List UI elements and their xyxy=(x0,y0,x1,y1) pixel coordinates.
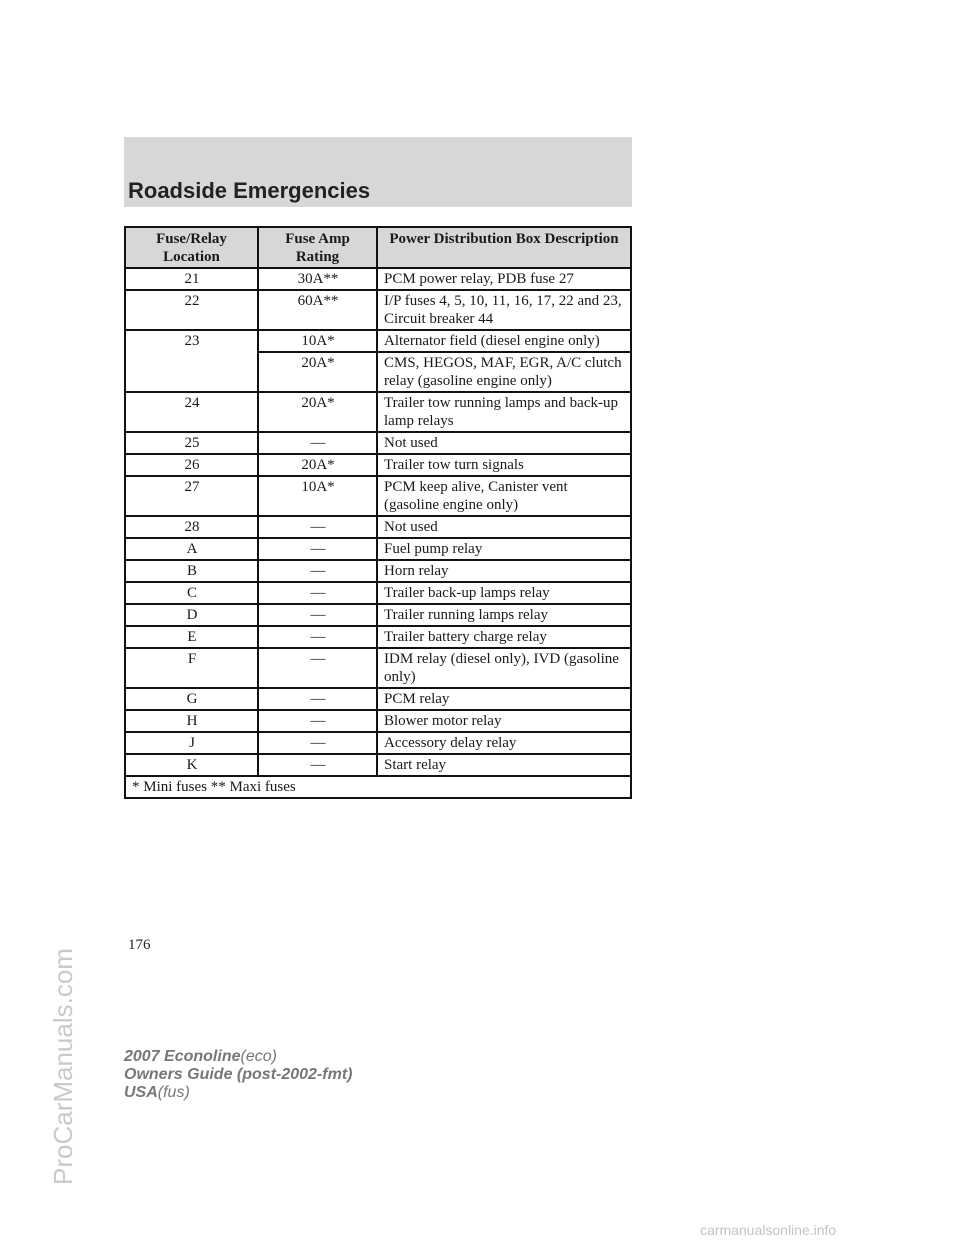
cell-amp: — xyxy=(258,626,377,648)
section-title: Roadside Emergencies xyxy=(128,178,371,203)
table-row xyxy=(125,604,631,626)
cell-location: 22 xyxy=(125,290,258,330)
bottom-watermark: carmanualsonline.info xyxy=(700,1222,837,1238)
cell-location: K xyxy=(125,754,258,776)
cell-amp: 20A* xyxy=(258,392,377,432)
cell-location: J xyxy=(125,732,258,754)
table-row xyxy=(125,648,631,688)
cell-location: 25 xyxy=(125,432,258,454)
cell-description: IDM relay (diesel only), IVD (gasoline only) xyxy=(377,648,631,688)
footer-line-2 xyxy=(124,1066,352,1084)
cell-location: 27 xyxy=(125,476,258,516)
cell-amp: — xyxy=(258,648,377,688)
cell-location: A xyxy=(125,538,258,560)
cell-location: H xyxy=(125,710,258,732)
cell-amp: 10A* xyxy=(258,330,377,352)
cell-description: Trailer tow turn signals xyxy=(377,454,631,476)
table-footnote: * Mini fuses ** Maxi fuses xyxy=(125,776,631,798)
cell-amp: — xyxy=(258,560,377,582)
footer-guide: Owners Guide (post-2002-fmt) xyxy=(124,1066,353,1083)
table-row xyxy=(125,476,631,516)
footer-model-code: (eco) xyxy=(240,1048,277,1065)
cell-description: Not used xyxy=(377,432,631,454)
cell-amp: — xyxy=(258,516,377,538)
cell-location: 21 xyxy=(125,268,258,290)
table-header-row xyxy=(125,227,631,268)
cell-description: Start relay xyxy=(377,754,631,776)
table-row xyxy=(125,710,631,732)
cell-amp: — xyxy=(258,432,377,454)
cell-amp: — xyxy=(258,604,377,626)
cell-location: 28 xyxy=(125,516,258,538)
cell-description: I/P fuses 4, 5, 10, 11, 16, 17, 22 and 23, Circuit breaker 44 xyxy=(377,290,631,330)
footer-model: 2007 Econoline xyxy=(124,1048,241,1065)
cell-description: Trailer tow running lamps and back-up lamp relays xyxy=(377,392,631,432)
cell-description: PCM keep alive, Canister vent (gasoline engine only) xyxy=(377,476,631,516)
table-row xyxy=(125,392,631,432)
cell-location: F xyxy=(125,648,258,688)
table-row xyxy=(125,732,631,754)
cell-description: PCM relay xyxy=(377,688,631,710)
table-row xyxy=(125,560,631,582)
cell-description: Not used xyxy=(377,516,631,538)
table-row xyxy=(125,582,631,604)
cell-amp: — xyxy=(258,710,377,732)
fuse-relay-table xyxy=(124,226,632,799)
page-number: 176 xyxy=(128,937,151,953)
table-row xyxy=(125,688,631,710)
table-row xyxy=(125,268,631,290)
cell-description: Accessory delay relay xyxy=(377,732,631,754)
cell-description: Fuel pump relay xyxy=(377,538,631,560)
cell-location: 26 xyxy=(125,454,258,476)
cell-description: Horn relay xyxy=(377,560,631,582)
cell-location: D xyxy=(125,604,258,626)
table-row xyxy=(125,432,631,454)
cell-location: G xyxy=(125,688,258,710)
cell-description: Trailer battery charge relay xyxy=(377,626,631,648)
cell-amp: 60A** xyxy=(258,290,377,330)
cell-location: 23 xyxy=(125,330,258,392)
footer-market: USA xyxy=(124,1084,158,1101)
footer-market-code: (fus) xyxy=(157,1084,190,1101)
cell-description: Blower motor relay xyxy=(377,710,631,732)
cell-description: CMS, HEGOS, MAF, EGR, A/C clutch relay (gasoline engine only) xyxy=(377,352,631,392)
cell-location: C xyxy=(125,582,258,604)
table-row xyxy=(125,330,631,352)
cell-amp: 30A** xyxy=(258,268,377,290)
table-row xyxy=(125,290,631,330)
footer-line-3 xyxy=(124,1084,352,1102)
cell-amp: 20A* xyxy=(258,454,377,476)
table-footnote-row xyxy=(125,776,631,798)
cell-description: Alternator field (diesel engine only) xyxy=(377,330,631,352)
header-location: Fuse/Relay Location xyxy=(125,227,258,268)
cell-amp: — xyxy=(258,582,377,604)
cell-amp: 10A* xyxy=(258,476,377,516)
cell-description: Trailer back-up lamps relay xyxy=(377,582,631,604)
cell-amp: — xyxy=(258,754,377,776)
cell-amp: — xyxy=(258,732,377,754)
header-description: Power Distribution Box Description xyxy=(377,227,631,268)
cell-description: Trailer running lamps relay xyxy=(377,604,631,626)
table-row xyxy=(125,626,631,648)
footer-line-1 xyxy=(124,1048,352,1066)
side-watermark: ProCarManuals.com xyxy=(48,948,78,1185)
cell-amp: — xyxy=(258,538,377,560)
header-amp-rating: Fuse Amp Rating xyxy=(258,227,377,268)
table-row xyxy=(125,516,631,538)
cell-description: PCM power relay, PDB fuse 27 xyxy=(377,268,631,290)
table-row xyxy=(125,754,631,776)
table-row xyxy=(125,454,631,476)
cell-location: E xyxy=(125,626,258,648)
document-footer xyxy=(124,1048,352,1102)
cell-location: B xyxy=(125,560,258,582)
cell-amp: — xyxy=(258,688,377,710)
cell-location: 24 xyxy=(125,392,258,432)
cell-amp: 20A* xyxy=(258,352,377,392)
table-row xyxy=(125,538,631,560)
